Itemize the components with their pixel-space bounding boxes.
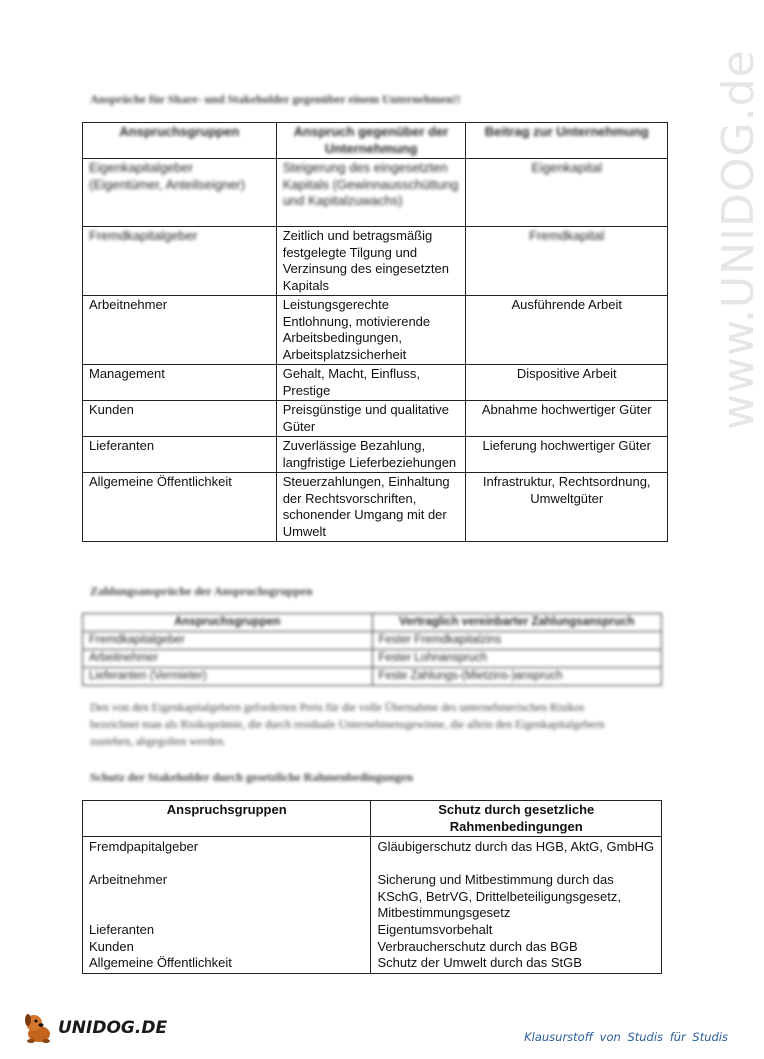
group-cell: Allgemeine Öffentlichkeit xyxy=(83,473,277,542)
claim-cell: Fester Lohnanspruch xyxy=(372,650,662,668)
column-header: Schutz durch gesetzliche Rahmenbedingungen xyxy=(371,801,662,837)
risk-premium-paragraph: Den von den Eigenkapitalgebern geforderten Preis für die volle Übernahme des unternehmerischen Risikos bezeichnet man als Risikoprämie, die durch residuale Unternehmensgewinne, die allein den Eigenkapitalgebern zustehen, abgegolten werden. xyxy=(90,702,605,748)
table-header-row xyxy=(83,614,662,632)
column-header: Anspruchsgruppen xyxy=(83,801,371,837)
protection-item: Schutz der Umwelt durch das StGB xyxy=(377,955,582,970)
table-row xyxy=(83,159,668,227)
group-cell: Fremdkapitalgeber xyxy=(83,632,373,650)
group-item: Fremdpapitalgeber xyxy=(89,839,199,854)
claim-cell: Zeitlich und betragsmäßig festgelegte Tilgung und Verzinsung des eingesetzten Kapitals xyxy=(276,227,466,296)
table-header-row xyxy=(83,801,662,837)
claim-cell: Zuverlässige Bezahlung, langfristige Lieferbeziehungen xyxy=(276,437,466,473)
group-item: Kunden xyxy=(89,938,134,954)
table-row xyxy=(83,401,668,437)
group-cell: Arbeitnehmer xyxy=(83,650,373,668)
contribution-cell: Lieferung hochwertiger Güter xyxy=(466,437,668,473)
table-row xyxy=(83,632,662,650)
group-cell: Lieferanten (Vermieter) xyxy=(83,668,373,686)
group-item: Allgemeine Öffentlichkeit xyxy=(89,955,232,970)
legal-protection-table xyxy=(82,800,662,974)
contribution-cell: Dispositive Arbeit xyxy=(466,365,668,401)
payment-claims-table xyxy=(82,613,662,686)
claim-cell: Steuerzahlungen, Einhaltung der Rechtsvorschriften, schonender Umgang mit der Umwelt xyxy=(276,473,466,542)
table-row xyxy=(83,837,662,974)
section3-heading: Schutz der Stakeholder durch gesetzliche Rahmenbedingungen xyxy=(90,770,414,784)
contribution-cell: Fremdkapital xyxy=(466,227,668,296)
group-cell: Kunden xyxy=(83,401,277,437)
group-item: Arbeitnehmer xyxy=(89,872,168,887)
claim-cell: Gehalt, Macht, Einfluss, Prestige xyxy=(276,365,466,401)
table-row xyxy=(83,650,662,668)
contribution-cell: Ausführende Arbeit xyxy=(466,296,668,365)
table-row xyxy=(83,227,668,296)
group-cell: Fremdkapitalgeber xyxy=(83,227,277,296)
group-cell: Eigenkapitalgeber (Eigentümer, Anteilseigner) xyxy=(83,159,277,227)
contribution-cell: Infrastruktur, Rechtsordnung, Umweltgüter xyxy=(466,473,668,542)
claim-cell: Steigerung des eingesetzten Kapitals (Gewinnausschüttung und Kapitalzuwachs) xyxy=(276,159,466,227)
group-cell: Management xyxy=(83,365,277,401)
table-row xyxy=(83,668,662,686)
claim-cell: Leistungsgerechte Entlohnung, motivierende Arbeitsbedingungen, Arbeitsplatzsicherheit xyxy=(276,296,466,365)
group-cell xyxy=(83,837,371,974)
group-item: Lieferanten xyxy=(89,922,155,937)
protection-item: Eigentumsvorbehalt xyxy=(377,922,493,937)
dog-mascot-icon xyxy=(22,1012,56,1044)
watermark: www.UNIDOG.de xyxy=(713,49,764,430)
contribution-cell: Abnahme hochwertiger Güter xyxy=(466,401,668,437)
column-header: Anspruchsgruppen xyxy=(83,123,277,159)
table-row xyxy=(83,473,668,542)
table-row xyxy=(83,296,668,365)
column-header: Anspruch gegenüber der Unternehmung xyxy=(276,123,466,159)
table-row xyxy=(83,437,668,473)
group-cell: Arbeitnehmer xyxy=(83,296,277,365)
column-header: Vertraglich vereinbarter Zahlungsanspruch xyxy=(372,614,662,632)
logo-text: UNIDOG.DE xyxy=(58,1018,168,1038)
section1-heading: Ansprüche für Share- und Stakeholder gegenüber einem Unternehmen!! xyxy=(90,92,461,106)
claim-cell: Feste Zahlungs-(Mietzins-)anspruch xyxy=(372,668,662,686)
column-header: Anspruchsgruppen xyxy=(83,614,373,632)
section2-heading: Zahlungsansprüche der Anspruchsgruppen xyxy=(90,584,313,598)
claim-cell: Fester Fremdkapitalzins xyxy=(372,632,662,650)
column-header: Beitrag zur Unternehmung xyxy=(466,123,668,159)
claim-cell: Preisgünstige und qualitative Güter xyxy=(276,401,466,437)
table-header-row xyxy=(83,123,668,159)
footer-tagline: Klausurstoff von Studis für Studis xyxy=(524,1030,728,1044)
protection-cell xyxy=(371,837,662,974)
protection-item: Verbraucherschutz durch das BGB xyxy=(377,938,578,954)
protection-item: Gläubigerschutz durch das HGB, AktG, GmbHG xyxy=(377,839,655,854)
table-row xyxy=(83,365,668,401)
unidog-logo[interactable] xyxy=(22,1012,167,1044)
contribution-cell: Eigenkapital xyxy=(466,159,668,227)
stakeholder-claims-table xyxy=(82,122,668,542)
protection-item: Sicherung und Mitbestimmung durch das KSchG, BetrVG, Drittelbeteiligungsgesetz, Mitbestimmungsgesetz xyxy=(377,872,621,920)
group-cell: Lieferanten xyxy=(83,437,277,473)
